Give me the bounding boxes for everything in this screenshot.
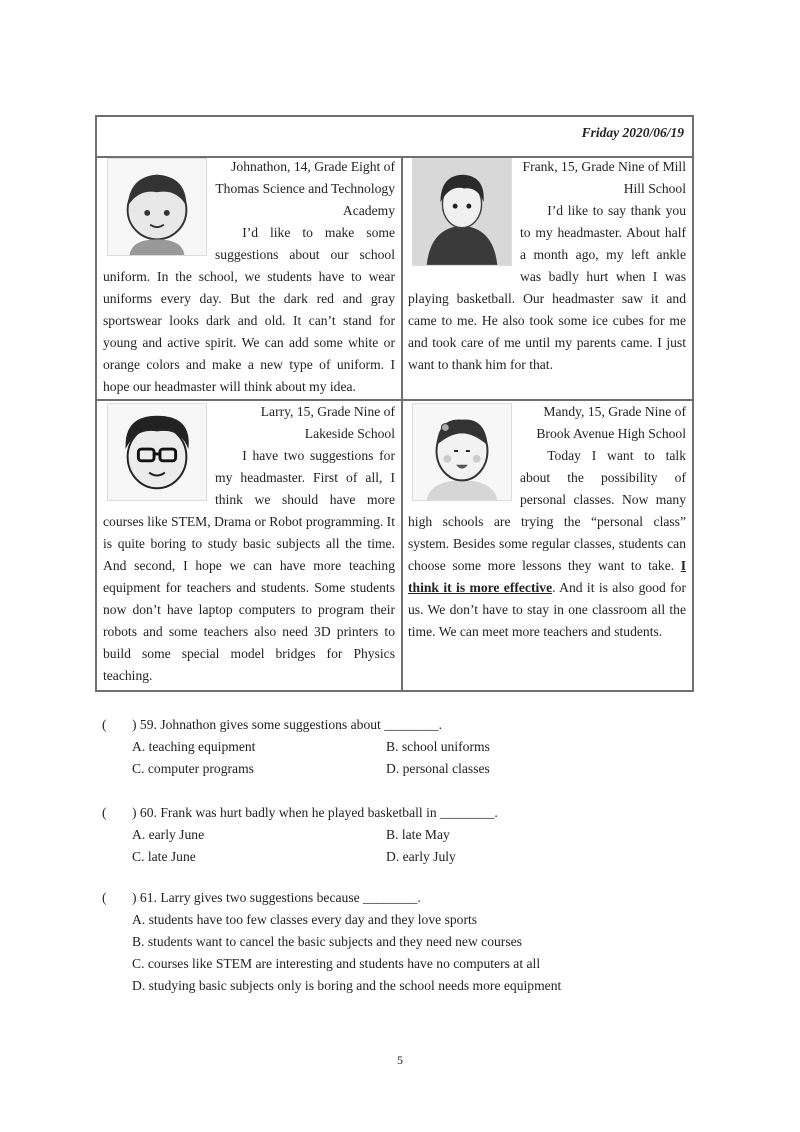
answer-blank[interactable]: ( <box>102 805 107 820</box>
johnathon-avatar <box>107 158 207 256</box>
question-stem: ) 61. Larry gives two suggestions because ________. <box>132 890 421 905</box>
card-body: I’d like to say thank you to my headmaster. About half a month ago, my left ankle was badly hurt when I was playing basketball. Our headmaster saw it and came to me. He also took some ice cubes for me and took care of me until my parents came. I just want to thank him for that. <box>408 203 686 372</box>
question-59 <box>102 714 702 780</box>
option-d: D. personal classes <box>386 761 490 776</box>
option-c: C. late June <box>132 849 196 864</box>
underlined-sentence: I think it is more effective <box>408 558 686 595</box>
option-b: B. students want to cancel the basic subjects and they need new courses <box>132 934 522 949</box>
card-body-text: Today I want to talk about the possibility of personal classes. Now many high schools are trying the “personal class” system. Besides some regular classes, students can choose some more lessons they want to take. <box>408 448 686 573</box>
card-header: Frank, 15, Grade Nine of Mill Hill School <box>522 159 686 196</box>
option-b: B. late May <box>386 827 450 842</box>
option-d: D. studying basic subjects only is boring and the school needs more equipment <box>132 978 562 993</box>
frank-avatar <box>412 158 512 266</box>
question-60 <box>102 802 702 868</box>
page-number: 5 <box>397 1053 403 1067</box>
card-header: Johnathon, 14, Grade Eight of Thomas Science and Technology Academy <box>215 159 395 218</box>
question-stem: ) 59. Johnathon gives some suggestions about ________. <box>132 717 442 732</box>
message-board <box>95 115 694 692</box>
answer-blank[interactable]: ( <box>102 717 107 732</box>
card-frank <box>408 156 686 376</box>
mandy-avatar <box>412 403 512 501</box>
card-mandy <box>408 401 686 643</box>
card-body: I’d like to make some suggestions about our school uniform. In the school, we students have to wear uniforms every day. But the dark red and gray sportswear looks dark and old. It can’t stand for young and active spirit. We can add some white or orange colors and make a new type of uniform. I hope our headmaster will think about my idea. <box>103 225 395 394</box>
question-61 <box>102 887 702 997</box>
card-body-text-end: . And it is also good for us. We don’t have to stay in one classroom all the time. We can meet more teachers and students. <box>408 580 686 639</box>
answer-blank[interactable]: ( <box>102 890 107 905</box>
card-johnathon <box>103 156 395 398</box>
card-body: I have two suggestions for my headmaster. First of all, I think we should have more courses like STEM, Drama or Robot programming. It is quite boring to study basic subjects all the time. And second, I hope we can have more teaching equipment for teachers and students. Some students now don’t have laptop computers to program their robots and some teachers also need 3D printers to build some special model bridges for Physics teaching. <box>103 448 395 683</box>
card-larry <box>103 401 395 687</box>
option-c: C. courses like STEM are interesting and students have no computers at all <box>132 956 541 971</box>
board-date: Friday 2020/06/19 <box>581 125 684 140</box>
option-d: D. early July <box>386 849 456 864</box>
question-stem: ) 60. Frank was hurt badly when he played basketball in ________. <box>132 805 498 820</box>
larry-avatar <box>107 403 207 501</box>
option-a: A. students have too few classes every day and they love sports <box>132 912 478 927</box>
option-a: A. teaching equipment <box>132 739 256 754</box>
option-c: C. computer programs <box>132 761 254 776</box>
card-header: Mandy, 15, Grade Nine of Brook Avenue High School <box>536 404 686 441</box>
card-header: Larry, 15, Grade Nine of Lakeside School <box>260 404 395 441</box>
option-b: B. school uniforms <box>386 739 490 754</box>
board-divider-center <box>401 156 403 690</box>
option-a: A. early June <box>132 827 205 842</box>
